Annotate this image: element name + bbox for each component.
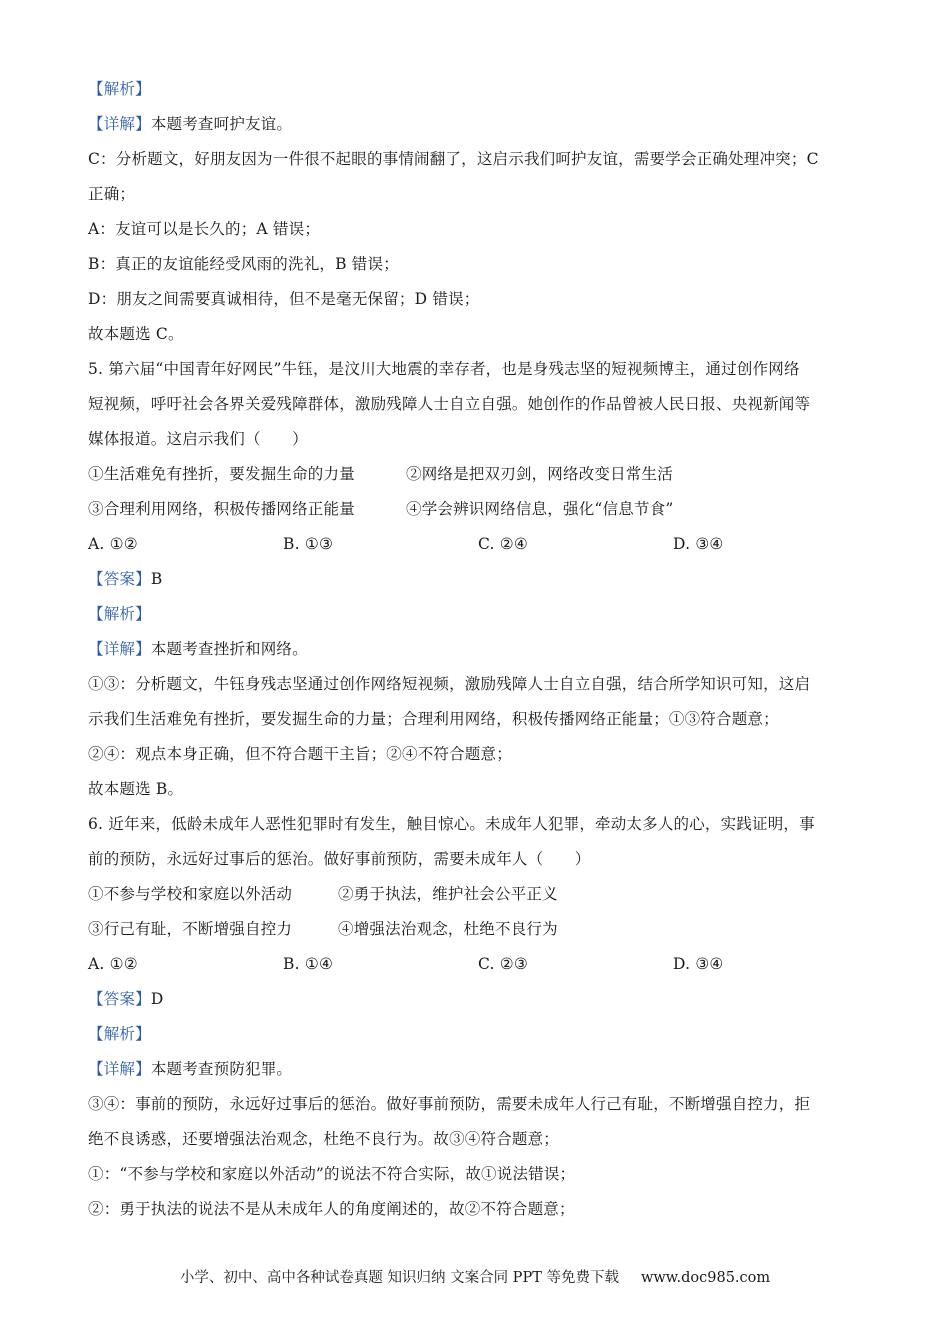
- statement-item: ④学会辨识网络信息，强化“信息节食”: [406, 500, 674, 518]
- explanation-line: 正确；: [88, 185, 136, 203]
- document-page: [88, 72, 868, 1227]
- explanation-line: 绝不良诱惑，还要增强法治观念，杜绝不良行为。故③④符合题意；: [88, 1130, 560, 1148]
- detail-tag: 【详解】: [88, 115, 151, 133]
- choice-b: B. ①③: [283, 535, 334, 553]
- choice-a: A. ①②: [88, 955, 138, 973]
- choice-d: D. ③④: [673, 955, 724, 973]
- answer-line: [88, 562, 868, 597]
- choice-b: B. ①④: [283, 955, 334, 973]
- footer-url[interactable]: www.doc985.com: [640, 1270, 771, 1286]
- explanation-line: ②：勇于执法的说法不是从未成年人的角度阐述的，故②不符合题意；: [88, 1200, 575, 1218]
- statement-item: ④增强法治观念，杜绝不良行为: [338, 920, 558, 938]
- analysis-tag: 【解析】: [88, 605, 151, 623]
- analysis-tag: 【解析】: [88, 80, 151, 98]
- question-stem: 5. 第六届“中国青年好网民”牛钰，是汶川大地震的幸存者，也是身残志坚的短视频博主，通过创作网络: [88, 360, 800, 378]
- detail-tag: 【详解】: [88, 640, 151, 658]
- footer-text: 小学、初中、高中各种试卷真题 知识归纳 文案合同 PPT 等免费下载: [179, 1270, 619, 1286]
- statement-row: [88, 877, 868, 912]
- question-stem: 前的预防，永远好过事后的惩治。做好事前预防，需要未成年人（ ）: [88, 850, 591, 868]
- question-stem: 6. 近年来，低龄未成年人恶性犯罪时有发生，触目惊心。未成年人犯罪，牵动太多人的心，实践证明，事: [88, 815, 815, 833]
- explanation-line: A：友谊可以是长久的；A 错误；: [88, 220, 321, 238]
- statement-item: ③合理利用网络，积极传播网络正能量: [88, 500, 355, 518]
- detail-line: [88, 107, 868, 142]
- answer-line: [88, 982, 868, 1017]
- explanation-line: 故本题选 C。: [88, 325, 184, 343]
- statement-item: ②网络是把双刃剑，网络改变日常生活: [406, 465, 673, 483]
- choice-row: [88, 527, 868, 562]
- statement-row: [88, 912, 868, 947]
- answer-value: B: [150, 570, 163, 588]
- choice-c: C. ②④: [478, 535, 528, 553]
- answer-value: D: [150, 990, 164, 1008]
- choice-row: [88, 947, 868, 982]
- detail-text: 本题考查挫折和网络。: [150, 640, 308, 658]
- explanation-line: B：真正的友谊能经受风雨的洗礼，B 错误；: [88, 255, 399, 273]
- detail-text: 本题考查呵护友谊。: [150, 115, 293, 133]
- choice-a: A. ①②: [88, 535, 138, 553]
- statement-item: ②勇于执法，维护社会公平正义: [338, 885, 558, 903]
- statement-item: ①不参与学校和家庭以外活动: [88, 885, 293, 903]
- choice-d: D. ③④: [673, 535, 724, 553]
- explanation-line: ③④：事前的预防，永远好过事后的惩治。做好事前预防，需要未成年人行己有耻，不断增强自控力，拒: [88, 1095, 811, 1113]
- explanation-line: ②④：观点本身正确，但不符合题干主旨；②④不符合题意；: [88, 745, 512, 763]
- analysis-tag: 【解析】: [88, 1025, 151, 1043]
- detail-line: [88, 632, 868, 667]
- choice-c: C. ②③: [478, 955, 528, 973]
- explanation-line: C：分析题文，好朋友因为一件很不起眼的事情闹翻了，这启示我们呵护友谊，需要学会正确处理冲突；C: [88, 150, 819, 168]
- question-stem: 短视频，呼吁社会各界关爱残障群体，激励残障人士自立自强。她创作的作品曾被人民日报、央视新闻等: [88, 395, 811, 413]
- detail-line: [88, 1052, 868, 1087]
- page-footer: [0, 1266, 950, 1287]
- statement-item: ①生活难免有挫折，要发掘生命的力量: [88, 465, 355, 483]
- question-stem: 媒体报道。这启示我们（ ）: [88, 430, 308, 448]
- answer-tag: 【答案】: [88, 570, 151, 588]
- explanation-line: ①③：分析题文，牛钰身残志坚通过创作网络短视频，激励残障人士自立自强，结合所学知识可知，这启: [88, 675, 811, 693]
- answer-tag: 【答案】: [88, 990, 151, 1008]
- explanation-line: 故本题选 B。: [88, 780, 184, 798]
- explanation-line: 示我们生活难免有挫折，要发掘生命的力量；合理利用网络，积极传播网络正能量；①③符合题意；: [88, 710, 779, 728]
- statement-row: [88, 492, 868, 527]
- statement-row: [88, 457, 868, 492]
- detail-tag: 【详解】: [88, 1060, 151, 1078]
- detail-text: 本题考查预防犯罪。: [150, 1060, 293, 1078]
- explanation-line: ①：“不参与学校和家庭以外活动”的说法不符合实际，故①说法错误；: [88, 1165, 576, 1183]
- explanation-line: D：朋友之间需要真诚相待，但不是毫无保留；D 错误；: [88, 290, 480, 308]
- statement-item: ③行己有耻，不断增强自控力: [88, 920, 293, 938]
